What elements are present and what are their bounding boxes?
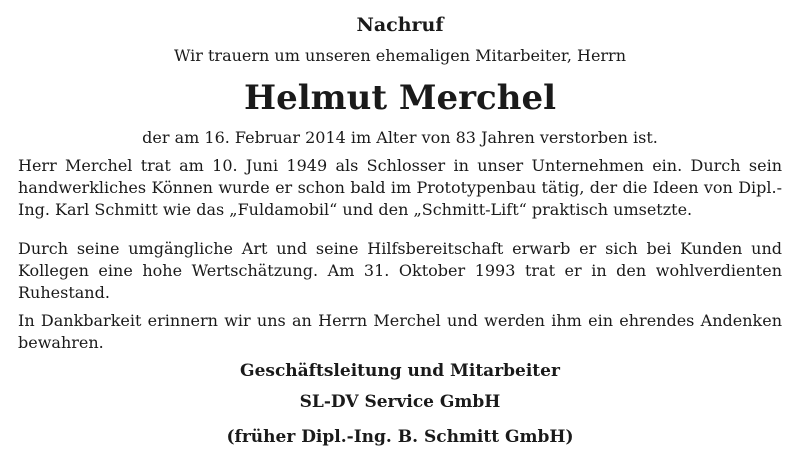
deceased-name: Helmut Merchel [243, 78, 557, 118]
paragraph-appreciation: Durch seine umgängliche Art und seine Hilfsbereitschaft erwarb er sich bei Kunden und Kollegen eine hohe Wertschätzung. Am 31. Oktober 1993 trat er in den wohlverdienten Ruhestand. [18, 239, 782, 302]
paragraph-career: Herr Merchel trat am 10. Juni 1949 als Schlosser in unser Unternehmen ein. Durch sein handwerkliches Können wurde er schon bald im Prototypenbau tätig, der die Ideen von Dipl.-Ing. Karl Schmitt wie das „Fuldamobil“ und den „Schmitt-Lift“ praktisch umsetzte. [18, 156, 782, 219]
paragraph-gratitude: In Dankbarkeit erinnern wir uns an Herrn Merchel und werden ihm ein ehrendes Andenken bewahren. [18, 311, 782, 352]
death-line: der am 16. Februar 2014 im Alter von 83 Jahren verstorben ist. [142, 128, 658, 147]
signature-line-management: Geschäftsleitung und Mitarbeiter [240, 361, 560, 381]
signature-line-former-name: (früher Dipl.-Ing. B. Schmitt GmbH) [226, 427, 574, 447]
signature-line-company: SL-DV Service GmbH [299, 392, 501, 412]
intro-line: Wir trauern um unseren ehemaligen Mitarbeiter, Herrn [173, 46, 627, 65]
notice-heading: Nachruf [356, 14, 444, 36]
